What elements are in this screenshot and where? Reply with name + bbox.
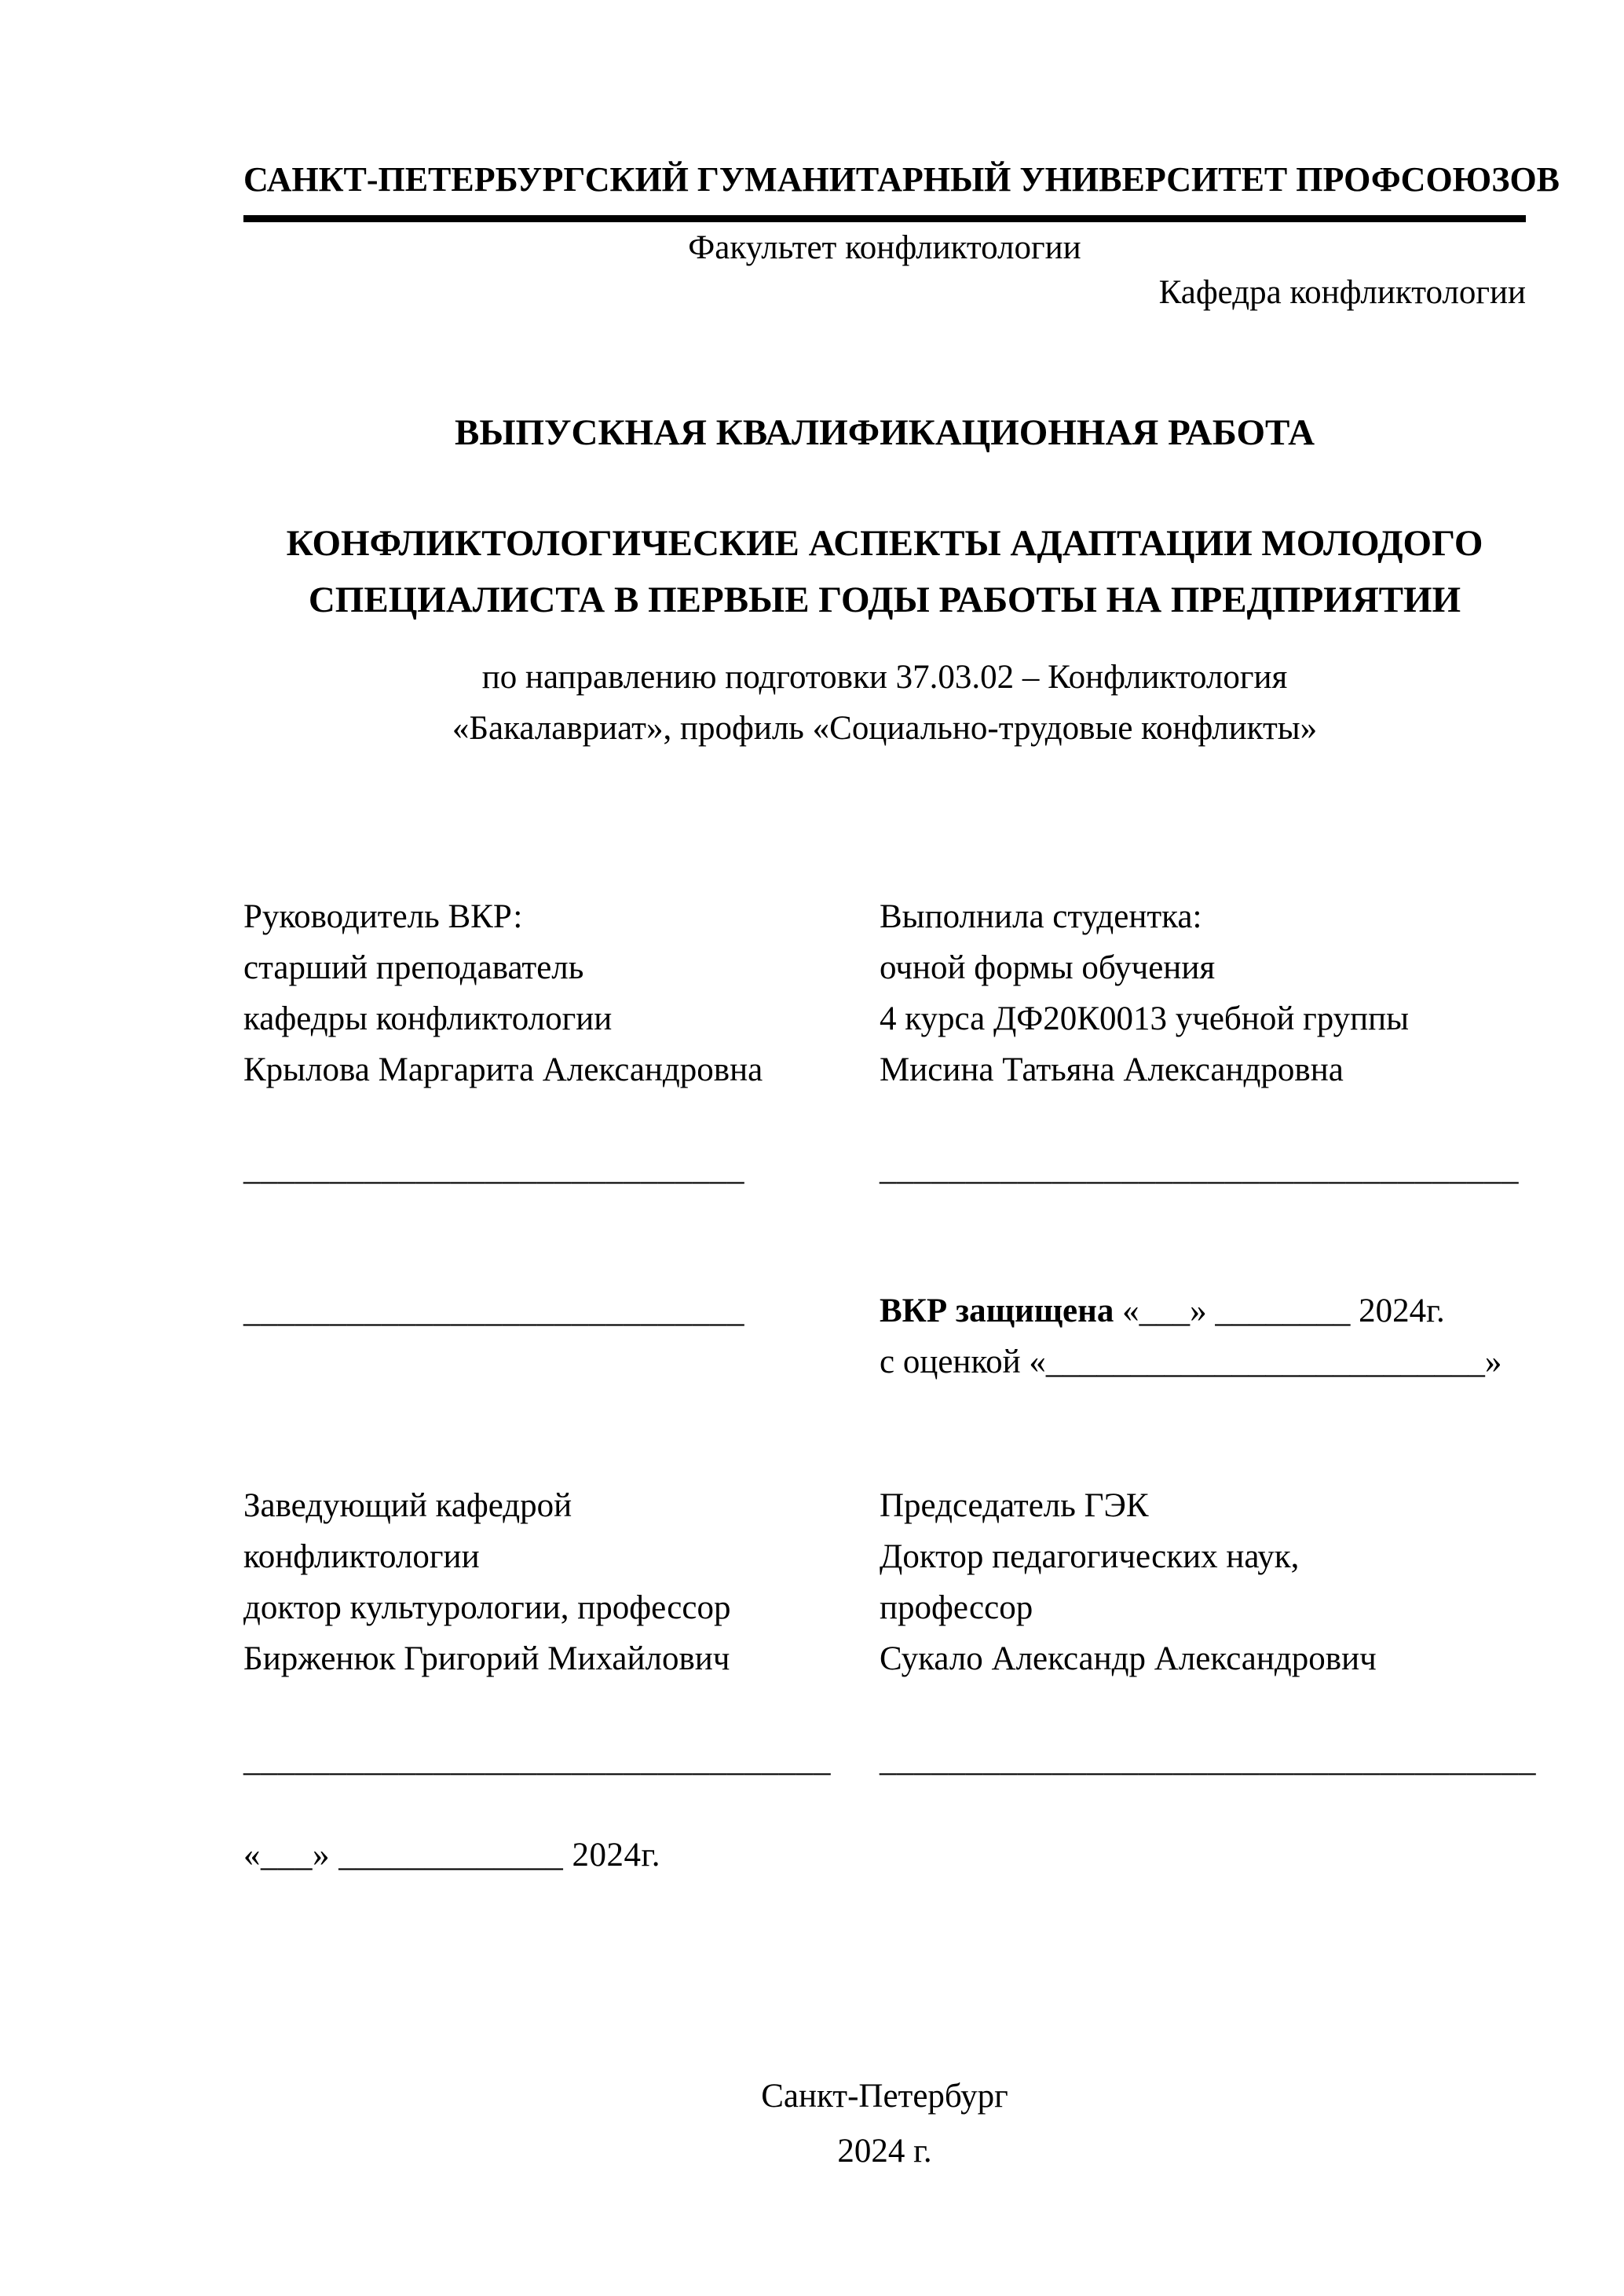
- thesis-title: [243, 515, 1526, 628]
- footer: [243, 2069, 1526, 2179]
- department-head-name: Бирженюк Григорий Михайлович: [243, 1640, 730, 1677]
- gek-chair-name: Сукало Александр Александрович: [880, 1640, 1377, 1677]
- department-head-signature-line: __________________________________: [243, 1742, 831, 1779]
- department-head-line1: Заведующий кафедрой: [243, 1487, 572, 1524]
- defense-signature-line: _____________________________: [243, 1292, 744, 1329]
- defense-defended-bold: ВКР защищена: [880, 1292, 1114, 1329]
- gek-chair-line3: профессор: [880, 1589, 1033, 1626]
- people-row: [243, 891, 1526, 1095]
- date-row-spacer: [880, 1830, 1526, 1881]
- defense-row: [243, 1285, 1526, 1387]
- student-name: Мисина Татьяна Александровна: [880, 1051, 1344, 1088]
- student-role: Выполнила студентка:: [880, 898, 1202, 935]
- student-signature-line: _____________________________________: [880, 1150, 1519, 1187]
- department-line: Кафедра конфликтологии: [1158, 274, 1526, 311]
- gek-chair-line2: Доктор педагогических наук,: [880, 1538, 1300, 1575]
- gek-chair-line1: Председатель ГЭК: [880, 1487, 1149, 1524]
- faculty-line: Факультет конфликтологии: [688, 229, 1081, 266]
- defense-block: [880, 1285, 1526, 1387]
- study-direction-line1: по направлению подготовки 37.03.02 – Конфликтология: [481, 659, 1288, 696]
- supervisor-role: Руководитель ВКР:: [243, 898, 523, 935]
- officials-row: [243, 1480, 1526, 1684]
- footer-city: Санкт-Петербург: [761, 2078, 1008, 2115]
- defense-defended-rest: «___» ________ 2024г.: [1114, 1292, 1445, 1329]
- date-row: [243, 1830, 1526, 1881]
- university-header: САНКТ-ПЕТЕРБУРГСКИЙ ГУМАНИТАРНЫЙ УНИВЕРСИТЕТ ПРОФСОЮЗОВ: [243, 154, 1526, 222]
- student-info-line2: 4 курса ДФ20К0013 учебной группы: [880, 1000, 1410, 1037]
- defense-grade-line: с оценкой «__________________________»: [880, 1344, 1502, 1380]
- thesis-title-line1: КОНФЛИКТОЛОГИЧЕСКИЕ АСПЕКТЫ АДАПТАЦИИ МОЛОДОГО: [286, 523, 1483, 564]
- supervisor-name: Крылова Маргарита Александровна: [243, 1051, 763, 1088]
- work-type-heading: ВЫПУСКНАЯ КВАЛИФИКАЦИОННАЯ РАБОТА: [454, 412, 1315, 453]
- department-head-date-line: «___» _____________ 2024г.: [243, 1837, 661, 1874]
- study-direction-line2: «Бакалавриат», профиль «Социально-трудовые конфликты»: [452, 710, 1318, 747]
- department-head-line2: конфликтологии: [243, 1538, 480, 1575]
- student-info-line1: очной формы обучения: [880, 949, 1216, 986]
- signature-row-2: [243, 1735, 1536, 1786]
- study-direction: [243, 652, 1526, 754]
- signature-row-1: [243, 1143, 1526, 1194]
- supervisor-position-line1: старший преподаватель: [243, 949, 584, 986]
- footer-year: 2024 г.: [837, 2133, 932, 2170]
- supervisor-block: [243, 891, 880, 1095]
- supervisor-position-line2: кафедры конфликтологии: [243, 1000, 613, 1037]
- gek-chair-signature-line: ______________________________________: [880, 1742, 1536, 1779]
- gek-chair-block: [880, 1480, 1526, 1684]
- defense-defended-line: [880, 1285, 1526, 1336]
- department-head-line3: доктор культурологии, профессор: [243, 1589, 731, 1626]
- student-block: [880, 891, 1526, 1095]
- supervisor-signature-line: _____________________________: [243, 1150, 744, 1187]
- thesis-title-line2: СПЕЦИАЛИСТА В ПЕРВЫЕ ГОДЫ РАБОТЫ НА ПРЕДПРИЯТИИ: [308, 579, 1461, 620]
- department-head-block: [243, 1480, 880, 1684]
